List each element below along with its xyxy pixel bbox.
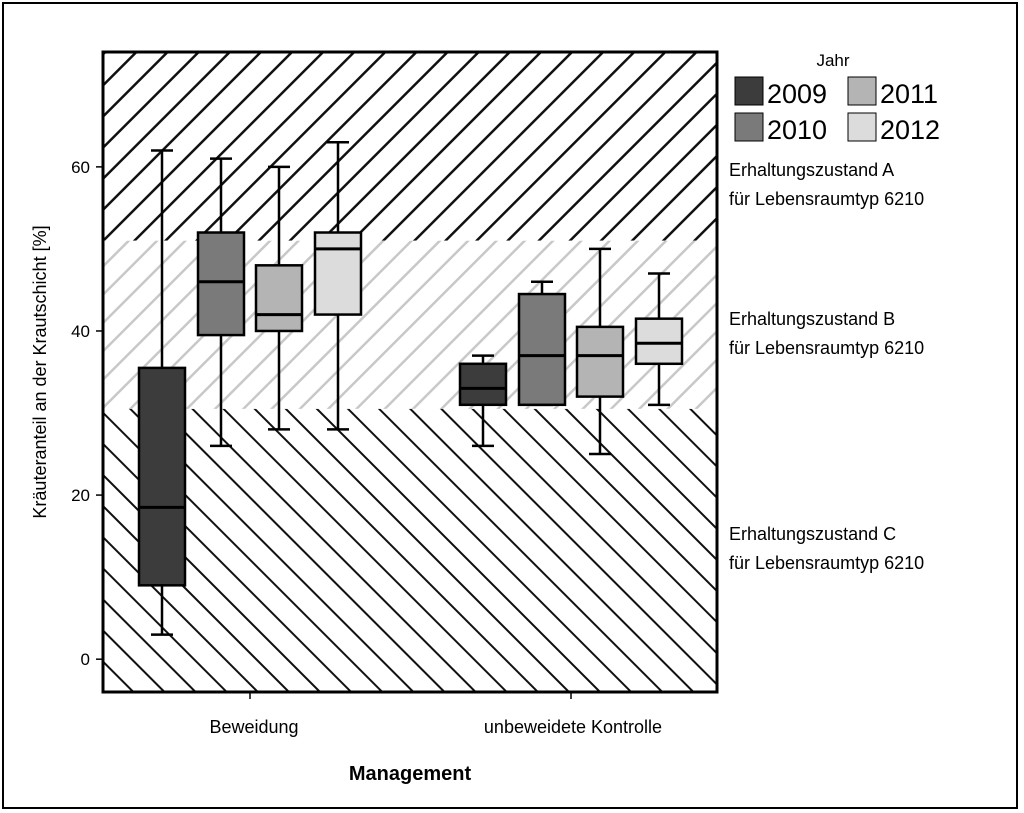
legend-title: Jahr — [816, 51, 850, 70]
zone-label-line1: Erhaltungszustand A — [729, 160, 895, 180]
zone-label-line2: für Lebensraumtyp 6210 — [729, 553, 925, 573]
zone-label-line1: Erhaltungszustand B — [729, 309, 896, 329]
zone-label-line1: Erhaltungszustand C — [729, 524, 897, 544]
legend-entry-2009 — [735, 77, 827, 109]
zone-a — [103, 52, 717, 241]
box-2010-unbeweidete-kontrolle — [519, 282, 565, 405]
box-iqr — [460, 364, 506, 405]
y-axis-label: Kräuteranteil an der Krautschicht [%] — [30, 225, 50, 519]
zone-label-line2: für Lebensraumtyp 6210 — [729, 338, 925, 358]
legend-swatch — [735, 77, 763, 105]
legend-entry-2012 — [848, 113, 940, 145]
x-axis-label: Management — [348, 763, 472, 785]
y-tick-label: 60 — [71, 157, 90, 177]
x-tick-label: Beweidung — [209, 717, 299, 737]
legend-entry-2011 — [848, 77, 938, 109]
legend-swatch — [735, 113, 763, 141]
box-iqr — [519, 294, 565, 405]
box-iqr — [139, 368, 185, 585]
legend-label: 2011 — [880, 79, 939, 109]
y-tick-label: 20 — [71, 486, 90, 506]
box-iqr — [636, 319, 682, 364]
legend-swatch — [848, 77, 876, 105]
box-iqr — [256, 265, 302, 331]
zone-label-line2: für Lebensraumtyp 6210 — [729, 189, 925, 209]
zone-label-a — [729, 160, 924, 209]
zone-label-c — [729, 524, 924, 573]
box-iqr — [577, 327, 623, 397]
legend-label: 2010 — [767, 115, 828, 145]
box-iqr — [315, 233, 361, 315]
zone-label-b — [729, 309, 924, 358]
box-iqr — [198, 233, 244, 336]
x-tick-label: unbeweidete Kontrolle — [483, 717, 663, 737]
y-tick-label: 0 — [80, 650, 90, 670]
zone-b — [103, 241, 717, 409]
legend-swatch — [848, 113, 876, 141]
legend-entry-2010 — [735, 113, 827, 145]
legend-label: 2009 — [767, 79, 828, 109]
y-tick-label: 40 — [71, 321, 90, 341]
legend-label: 2012 — [880, 115, 941, 145]
zone-c — [103, 409, 717, 692]
